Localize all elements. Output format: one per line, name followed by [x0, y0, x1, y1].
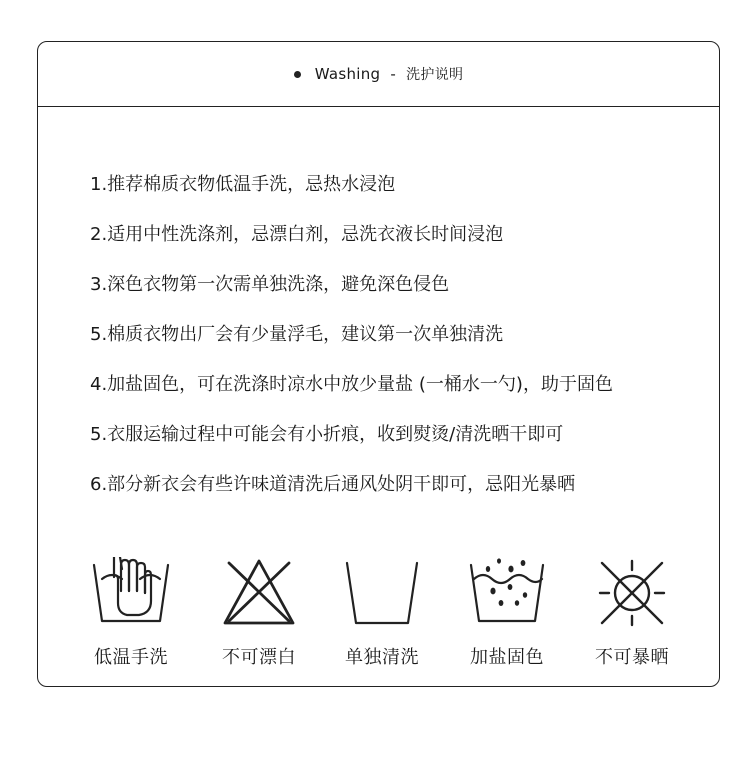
care-icons-row [38, 557, 719, 687]
instruction-item: 3.深色衣物第一次需单独洗涤，避免深色侵色 [90, 274, 450, 295]
bullet-dot-icon [294, 71, 301, 78]
hand-wash-icon [90, 557, 172, 629]
care-item-separate-wash [327, 557, 437, 669]
instruction-item: 2.适用中性洗涤剂，忌漂白剂，忌洗衣液长时间浸泡 [90, 224, 504, 245]
card-header [38, 42, 719, 107]
instruction-item: 6.部分新衣会有些许味道清洗后通风处阴干即可，忌阳光暴晒 [90, 474, 576, 495]
care-item-no-sun-dry [577, 557, 687, 669]
care-item-salt-wash [452, 557, 562, 669]
header-title-en: Washing [314, 65, 381, 83]
instruction-item: 4.加盐固色，可在洗涤时凉水中放少量盐 (一桶水一勺)，助于固色 [90, 374, 613, 395]
instruction-item: 1.推荐棉质衣物低温手洗，忌热水浸泡 [90, 174, 396, 195]
care-label: 不可漂白 [222, 647, 296, 668]
instruction-item: 5.衣服运输过程中可能会有小折痕，收到熨烫/清洗晒干即可 [90, 424, 564, 445]
washing-instructions-card [37, 41, 720, 687]
instruction-item: 5.棉质衣物出厂会有少量浮毛，建议第一次单独清洗 [90, 324, 504, 345]
no-sun-dry-icon [596, 557, 668, 629]
care-item-hand-wash [76, 557, 186, 669]
header-separator: - [390, 65, 397, 83]
salt-wash-icon [466, 557, 548, 629]
wash-tub-icon [341, 557, 423, 629]
care-label: 加盐固色 [470, 647, 544, 668]
care-label: 低温手洗 [94, 647, 168, 668]
instruction-list [90, 170, 613, 520]
no-bleach-icon [221, 557, 297, 629]
care-item-no-bleach [204, 557, 314, 669]
care-label: 不可暴晒 [595, 647, 669, 668]
header-title-zh: 洗护说明 [406, 67, 464, 83]
care-label: 单独清洗 [345, 647, 419, 668]
